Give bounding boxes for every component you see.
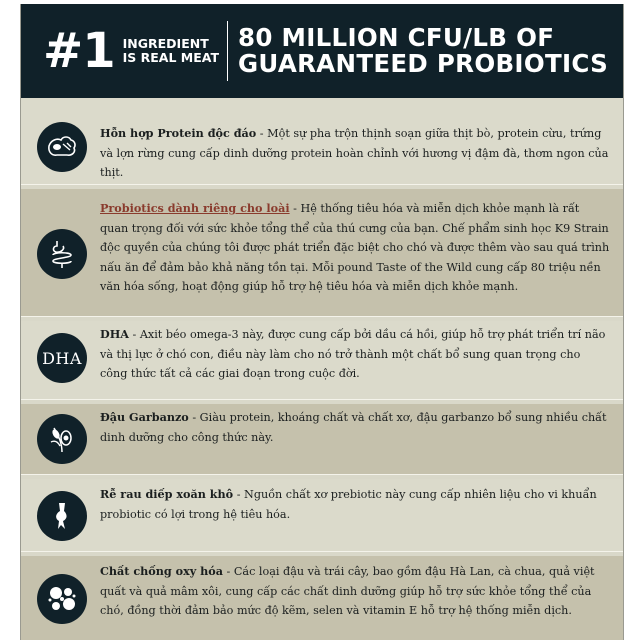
row-divider	[21, 474, 623, 475]
item-text	[100, 485, 610, 524]
item-body: - Hệ thống tiêu hóa và miễn dịch khỏe mạnh là rất quan trọng đối với sức khỏe tổng thể của thú cưng của bạn. Chế phẩm sinh học K9 Strain độc quyền của chúng tôi được phát triển đặc biệt cho chó và được thêm vào sau quá trình nấu ăn để đảm bảo khả năng tồn tại. Mỗi pound Taste of the Wild cung cấp 80 triệu nền văn hóa sống, hoạt động giúp hỗ trợ hệ tiêu hóa và miễn dịch khỏe mạnh.	[100, 202, 610, 293]
probiotics-link[interactable]: Probiotics dành riêng cho loài	[100, 201, 290, 215]
item-text	[100, 124, 610, 183]
item-text	[100, 325, 610, 384]
ingredient-line-1: INGREDIENT	[122, 36, 209, 51]
list-item	[21, 321, 623, 399]
rank-number: #1	[43, 23, 115, 79]
item-title: Chất chống oxy hóa	[100, 564, 223, 578]
item-title: Hỗn hợp Protein độc đáo	[100, 126, 257, 140]
list-item	[21, 404, 623, 474]
garbanzo-plant-icon	[37, 414, 87, 464]
row-divider	[21, 184, 623, 185]
dha-icon-label: DHA	[42, 348, 82, 368]
item-body: - Giàu protein, khoáng chất và chất xơ, đậu garbanzo bổ sung nhiều chất dinh dưỡng cho công thức này.	[100, 411, 607, 444]
item-body: - Các loại đậu và trái cây, bao gồm đậu Hà Lan, cà chua, quả việt quất và quả mâm xôi, cung cấp các chất dinh dưỡng giúp hỗ trợ sức khỏe tổng thể của chó, đồng thời đảm bảo mức độ kẽm, selen và vitamin E hỗ trợ hệ thống miễn dịch.	[100, 565, 595, 617]
row-divider	[21, 316, 623, 317]
list-item	[21, 98, 623, 184]
list-item	[21, 556, 623, 640]
item-text	[100, 408, 610, 447]
item-body: - Axit béo omega-3 này, được cung cấp bởi dầu cá hồi, giúp hỗ trợ phát triển trí não và thị lực ở chó con, điều này làm cho nó trở thành một chất bổ sung quan trọng cho công thức tất cả các giai đoạn trong cuộc đời.	[100, 328, 606, 380]
row-divider	[21, 399, 623, 400]
dha-icon	[37, 333, 87, 383]
row-divider	[21, 551, 623, 552]
item-body: - Nguồn chất xơ prebiotic này cung cấp nhiên liệu cho vi khuẩn probiotic có lợi trong hệ tiêu hóa.	[100, 488, 597, 521]
digestive-system-icon	[37, 229, 87, 279]
list-item	[21, 189, 623, 316]
item-title: Rễ rau diếp xoăn khô	[100, 487, 234, 501]
headline	[238, 25, 608, 77]
headline-line-1: 80 MILLION CFU/LB OF	[238, 23, 555, 52]
header-banner	[21, 4, 623, 98]
header-divider	[227, 21, 228, 81]
list-item	[21, 479, 623, 551]
item-body: - Một sự pha trộn thịnh soạn giữa thịt bò, protein cừu, trứng và lợn rừng cung cấp dinh dưỡng protein hoàn chỉnh với hương vị đậm đà, thơm ngon của thịt.	[100, 127, 609, 179]
item-text	[100, 199, 610, 297]
ingredient-tagline	[123, 37, 219, 65]
item-title: DHA	[100, 327, 129, 341]
item-title: Đậu Garbanzo	[100, 410, 189, 424]
antioxidant-icon	[37, 574, 87, 624]
ingredient-line-2: IS REAL MEAT	[122, 50, 219, 65]
item-text	[100, 562, 610, 621]
ingredient-panel	[20, 4, 624, 640]
protein-blend-icon	[37, 122, 87, 172]
chicory-root-icon	[37, 491, 87, 541]
headline-line-2: GUARANTEED PROBIOTICS	[238, 49, 609, 78]
